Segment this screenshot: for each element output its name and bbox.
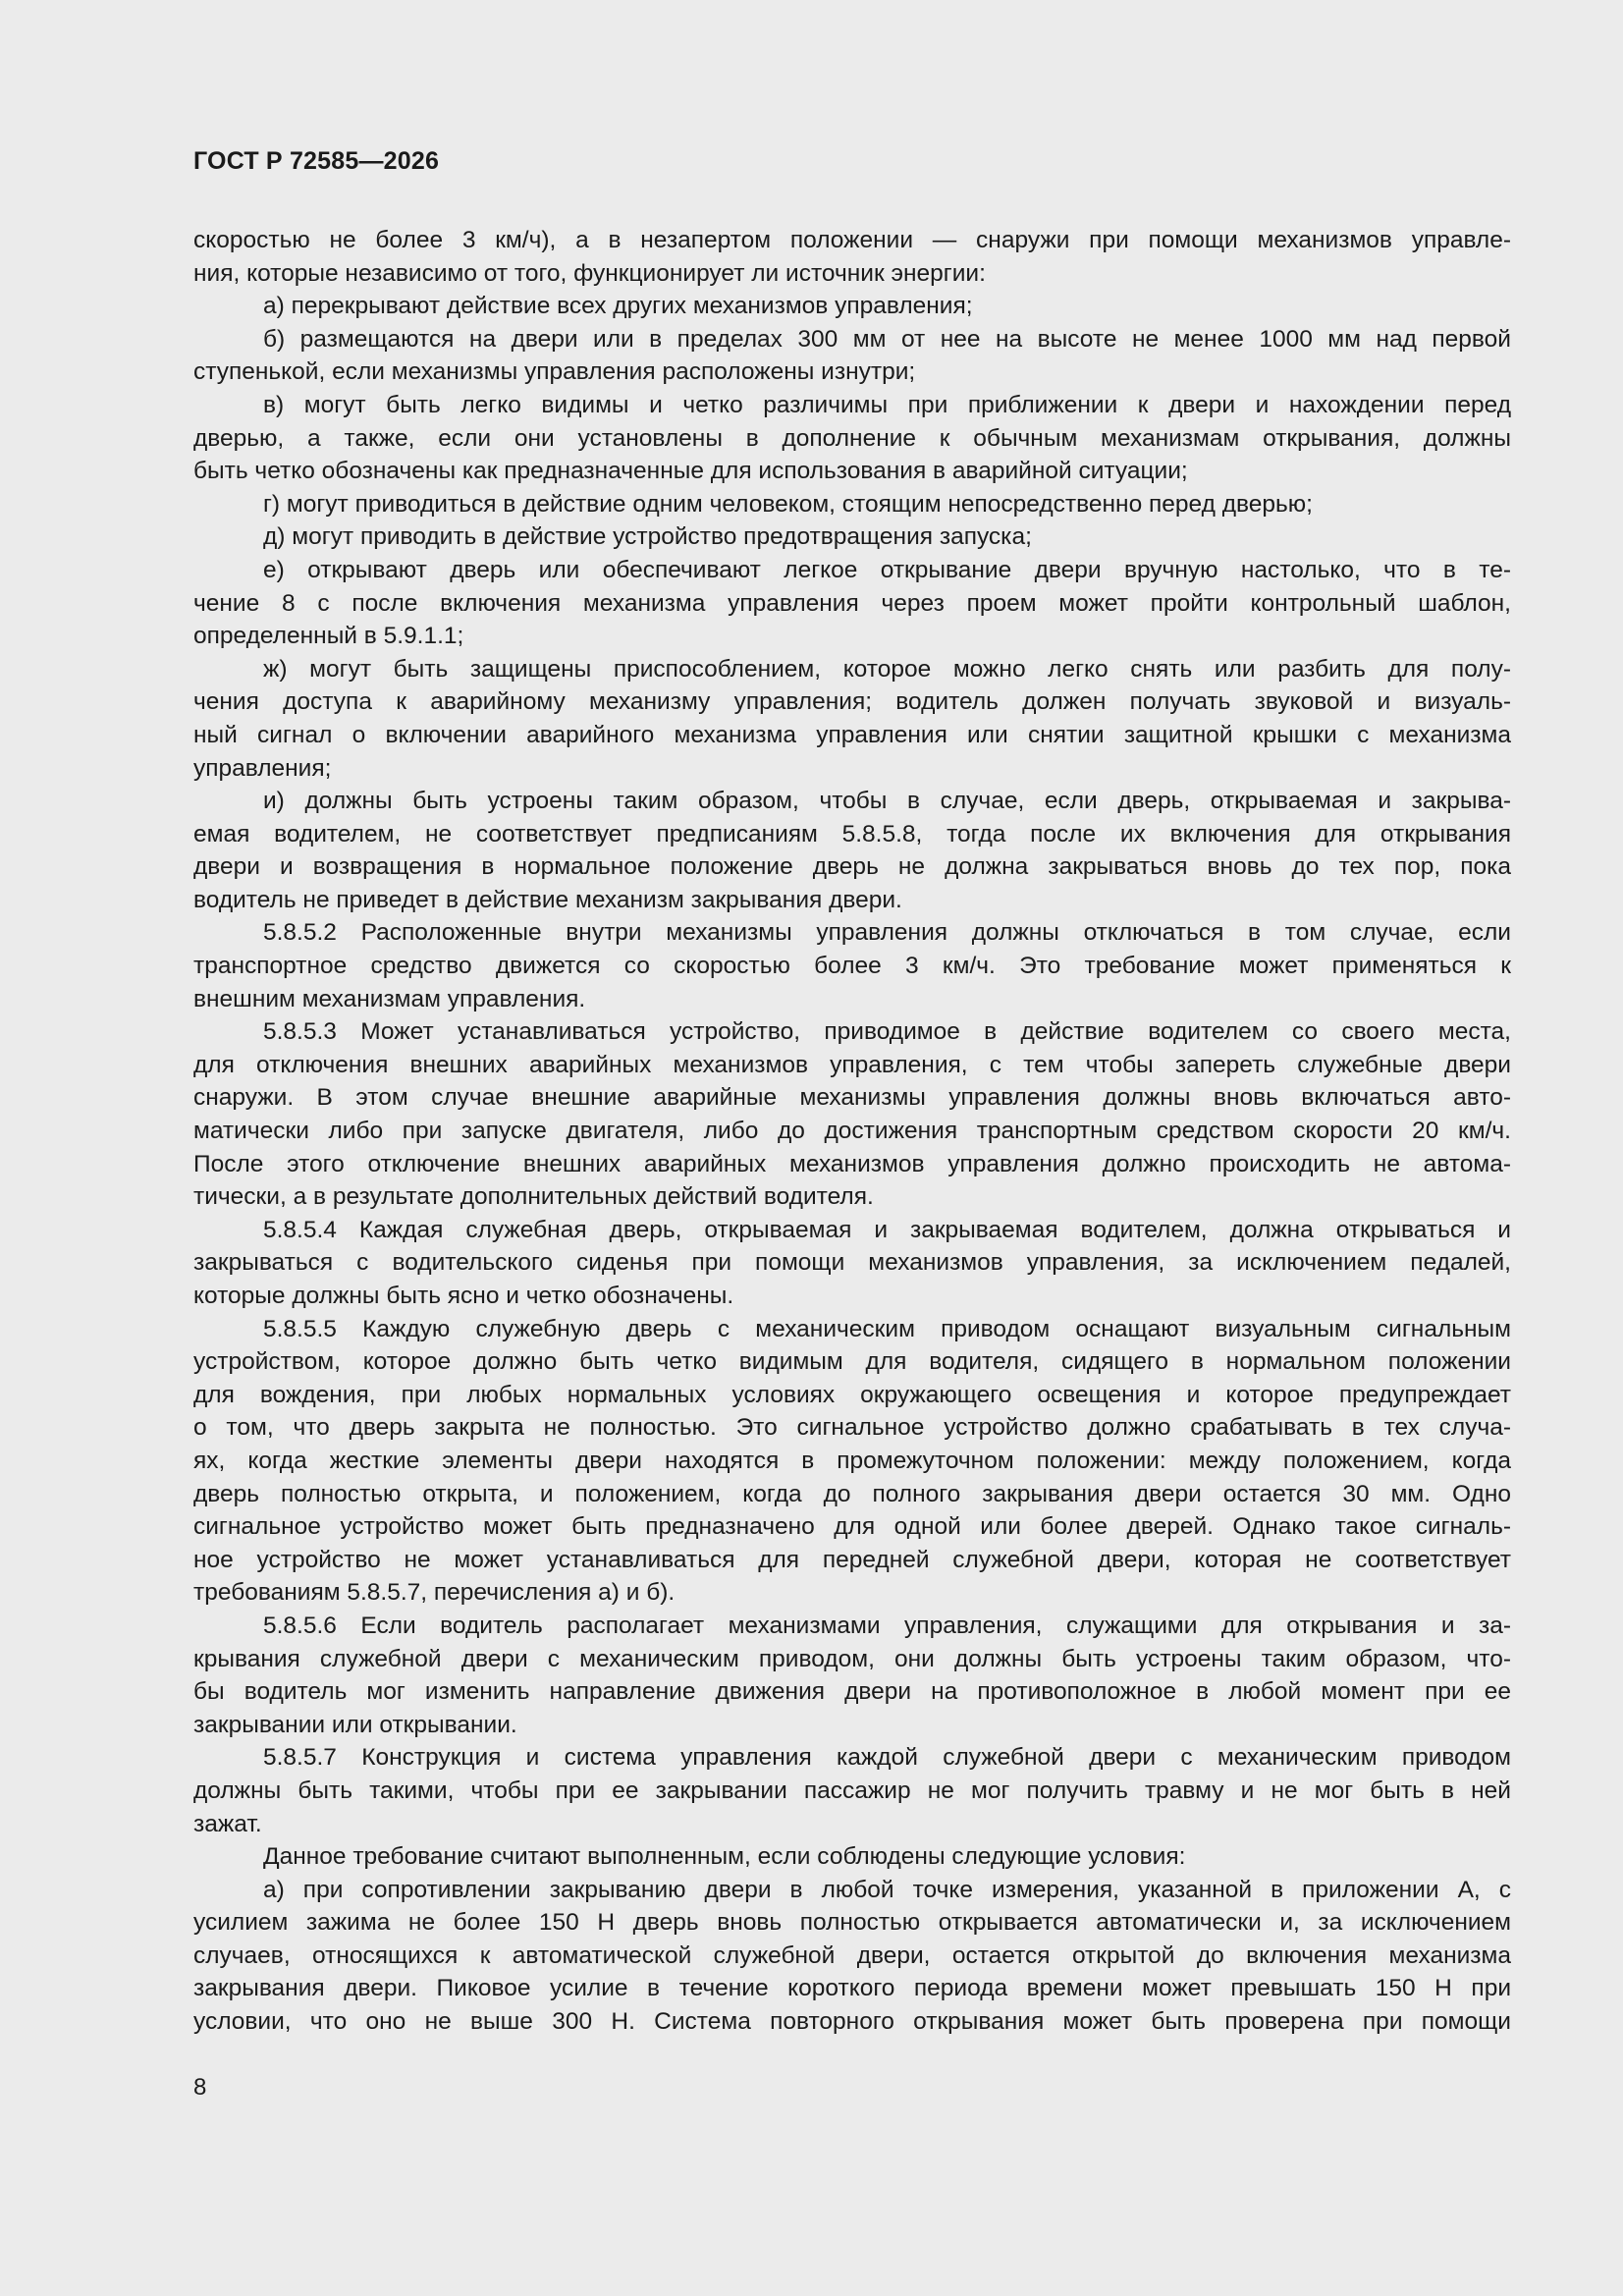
text-line: 5.8.5.4 Каждая служебная дверь, открываемая и закрываемая водителем, должна открываться и — [263, 1216, 1511, 1243]
text-line: б) размещаются на двери или в пределах 300 мм от нее на высоте не менее 1000 мм над первой — [263, 325, 1511, 353]
text-line: бы водитель мог изменить направление движения двери на противоположное в любой момент при ее — [193, 1678, 1511, 1706]
text-line: для отключения внешних аварийных механизмов управления, с тем чтобы запереть служебные двери — [193, 1051, 1511, 1078]
text-line: чения доступа к аварийному механизму управления; водитель должен получать звуковой и визуаль- — [193, 688, 1511, 716]
text-line: дверь полностью открыта, и положением, когда до полного закрывания двери остается 30 мм. Одно — [193, 1480, 1511, 1507]
text-line: закрывания двери. Пиковое усилие в течение короткого периода времени может превышать 150 Н при — [193, 1975, 1511, 2002]
text-line: г) могут приводиться в действие одним человеком, стоящим непосредственно перед дверью; — [263, 490, 1313, 518]
text-line: должны быть такими, чтобы при ее закрывании пассажир не мог получить травму и не мог быть в ней — [193, 1777, 1511, 1804]
text-line: случаев, относящихся к автоматической служебной двери, остается открытой до включения механизма — [193, 1941, 1511, 1969]
text-line: Данное требование считают выполненным, если соблюдены следующие условия: — [263, 1843, 1186, 1871]
text-line: для вождения, при любых нормальных условиях окружающего освещения и которое предупреждает — [193, 1381, 1511, 1408]
text-line: которые должны быть ясно и четко обозначены. — [193, 1283, 734, 1309]
text-line: а) при сопротивлении закрыванию двери в любой точке измерения, указанной в приложении А, с — [263, 1876, 1511, 1903]
text-line: 5.8.5.2 Расположенные внутри механизмы управления должны отключаться в том случае, если — [263, 919, 1511, 947]
text-line: После этого отключение внешних аварийных механизмов управления должно происходить не автома- — [193, 1150, 1511, 1177]
text-line: емая водителем, не соответствует предписаниям 5.8.5.8, тогда после их включения для открывания — [193, 820, 1511, 847]
text-line: ния, которые независимо от того, функционирует ли источник энергии: — [193, 259, 986, 287]
text-line: снаружи. В этом случае внешние аварийные механизмы управления должны вновь включаться авто- — [193, 1084, 1511, 1112]
text-line: 5.8.5.3 Может устанавливаться устройство, приводимое в действие водителем со своего места, — [263, 1018, 1511, 1046]
text-line: требованиям 5.8.5.7, перечисления а) и б). — [193, 1579, 676, 1607]
text-line: ное устройство не может устанавливаться для передней служебной двери, которая не соответствует — [193, 1546, 1511, 1573]
text-line: ный сигнал о включении аварийного механизма управления или снятии защитной крышки с механизма — [193, 721, 1511, 748]
text-line: ж) могут быть защищены приспособлением, которое можно легко снять или разбить для полу- — [263, 655, 1511, 683]
text-line: транспортное средство движется со скоростью более 3 км/ч. Это требование может применяться к — [193, 953, 1511, 980]
text-line: закрываться с водительского сиденья при помощи механизмов управления, за исключением педалей, — [193, 1249, 1511, 1277]
text-line: внешним механизмам управления. — [193, 985, 586, 1012]
text-line: и) должны быть устроены таким образом, чтобы в случае, если дверь, открываемая и закрыва- — [263, 788, 1511, 815]
text-line: устройством, которое должно быть четко видимым для водителя, сидящего в нормальном положении — [193, 1348, 1511, 1376]
text-line: а) перекрывают действие всех других механизмов управления; — [263, 293, 973, 320]
text-line: усилием зажима не более 150 Н дверь вновь полностью открывается автоматически и, за исключением — [193, 1909, 1511, 1937]
text-line: тически, а в результате дополнительных действий водителя. — [193, 1183, 874, 1211]
text-line: дверью, а также, если они установлены в дополнение к обычным механизмам открывания, должны — [193, 424, 1511, 452]
document-header: ГОСТ Р 72585—2026 — [193, 147, 440, 175]
text-line: ступенькой, если механизмы управления расположены изнутри; — [193, 358, 916, 386]
text-line: чение 8 с после включения механизма управления через проем может пройти контрольный шаблон, — [193, 589, 1511, 617]
text-line: в) могут быть легко видимы и четко различимы при приближении к двери и нахождении перед — [263, 391, 1511, 418]
text-line: управления; — [193, 754, 332, 782]
text-line: закрывании или открывании. — [193, 1711, 517, 1738]
text-line: определенный в 5.9.1.1; — [193, 623, 464, 650]
text-line: сигнальное устройство может быть предназначено для одной или более дверей. Однако такое сигналь- — [193, 1513, 1511, 1541]
page-number: 8 — [193, 2074, 207, 2101]
text-line: скоростью не более 3 км/ч), а в незапертом положении — снаружи при помощи механизмов управле- — [193, 227, 1511, 253]
text-line: д) могут приводить в действие устройство предотвращения запуска; — [263, 523, 1032, 551]
text-line: условии, что оно не выше 300 Н. Система повторного открывания может быть проверена при помощи — [193, 2008, 1511, 2036]
text-line: 5.8.5.7 Конструкция и система управления каждой служебной двери с механическим приводом — [263, 1744, 1511, 1772]
text-line: быть четко обозначены как предназначенные для использования в аварийной ситуации; — [193, 458, 1188, 485]
text-line: зажат. — [193, 1810, 262, 1837]
text-line: матически либо при запуске двигателя, либо до достижения транспортным средством скорости 20 км/ч. — [193, 1118, 1511, 1145]
text-line: ях, когда жесткие элементы двери находятся в промежуточном положении: между положением, когда — [193, 1447, 1511, 1474]
text-line: двери и возвращения в нормальное положение дверь не должна закрываться вновь до тех пор, пока — [193, 853, 1511, 881]
text-line: водитель не приведет в действие механизм закрывания двери. — [193, 886, 902, 913]
text-line: о том, что дверь закрыта не полностью. Это сигнальное устройство должно срабатывать в тех случа- — [193, 1414, 1511, 1442]
text-line: крывания служебной двери с механическим приводом, они должны быть устроены таким образом, что- — [193, 1645, 1511, 1672]
text-line: 5.8.5.6 Если водитель располагает механизмами управления, служащими для открывания и за- — [263, 1612, 1511, 1639]
text-line: 5.8.5.5 Каждую служебную дверь с механическим приводом оснащают визуальным сигнальным — [263, 1315, 1511, 1342]
body-text — [193, 224, 1511, 2039]
text-line: е) открывают дверь или обеспечивают легкое открывание двери вручную настолько, что в те- — [263, 556, 1511, 583]
